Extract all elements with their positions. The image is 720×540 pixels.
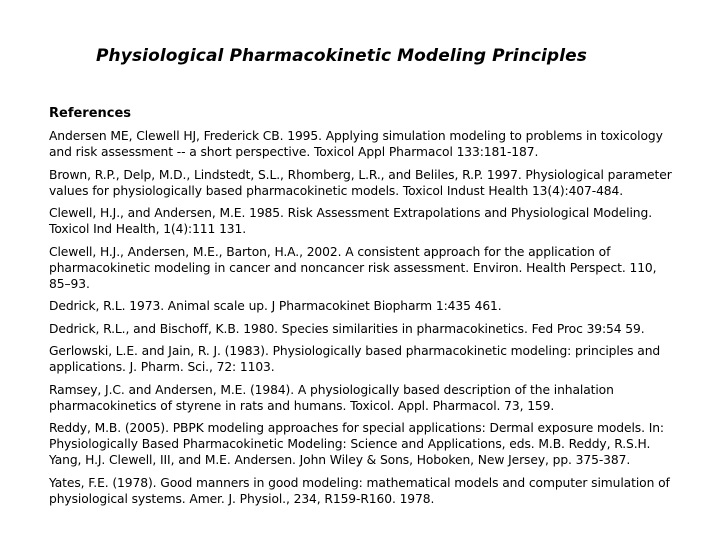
reference-item: Gerlowski, L.E. and Jain, R. J. (1983). Physiologically based pharmacokinetic modeling: principles and applications. J. Pharm. Sci., 72: 1103. xyxy=(49,344,661,374)
reference-item: Brown, R.P., Delp, M.D., Lindstedt, S.L., Rhomberg, L.R., and Beliles, R.P. 1997. Physiological parameter values for physiologically based pharmacokinetic models. Toxicol Indust Health 13(4):407-484. xyxy=(49,167,672,198)
reference-item: Reddy, M.B. (2005). PBPK modeling approaches for special applications: Dermal exposure models. In: Physiologically Based Pharmacokinetic Modeling: Science and Applications, eds. M.B. Reddy, R.S.H. Yang, H.J. Clewell, III, and M.E. Andersen. John Wiley & Sons, Hoboken, New Jersey, pp. 375-387. xyxy=(49,421,664,467)
reference-item: Clewell, H.J., Andersen, M.E., Barton, H.A., 2002. A consistent approach for the application of pharmacokinetic modeling in cancer and noncancer risk assessment. Environ. Health Perspect. 110, 85–93. xyxy=(49,244,657,291)
reference-item: Ramsey, J.C. and Andersen, M.E. (1984). A physiologically based description of the inhalation pharmacokinetics of styrene in rats and humans. Toxicol. Appl. Pharmacol. 73, 159. xyxy=(49,382,614,413)
references-heading: References xyxy=(49,106,132,121)
page-title: Physiological Pharmacokinetic Modeling Principles xyxy=(96,46,587,66)
reference-item: Clewell, H.J., and Andersen, M.E. 1985. Risk Assessment Extrapolations and Physiological Modeling. Toxicol Ind Health, 1(4):111 131. xyxy=(49,206,652,236)
reference-item: Dedrick, R.L. 1973. Animal scale up. J Pharmacokinet Biopharm 1:435 461. xyxy=(49,299,502,313)
reference-item: Yates, F.E. (1978). Good manners in good modeling: mathematical models and computer simulation of physiological systems. Amer. J. Physiol., 234, R159-R160. 1978. xyxy=(49,475,670,506)
reference-item: Dedrick, R.L., and Bischoff, K.B. 1980. Species similarities in pharmacokinetics. Fed Proc 39:54 59. xyxy=(49,321,645,336)
references-section xyxy=(49,105,674,513)
reference-list xyxy=(49,128,674,507)
reference-item: Andersen ME, Clewell HJ, Frederick CB. 1995. Applying simulation modeling to problems in toxicology and risk assessment -- a short perspective. Toxicol Appl Pharmacol 133:181-187. xyxy=(49,129,663,159)
